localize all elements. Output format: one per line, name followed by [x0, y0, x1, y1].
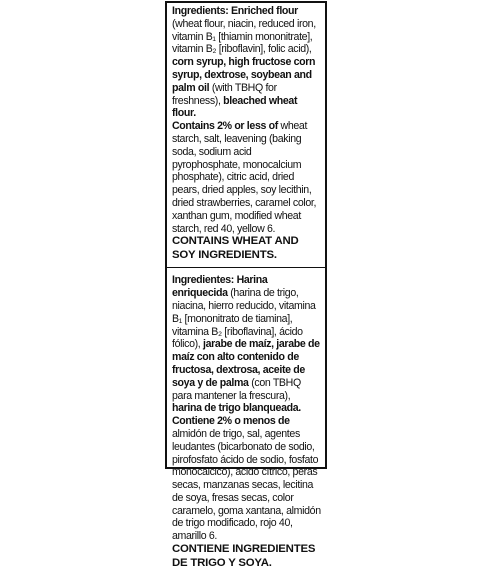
english-minor-ingredients-list: wheat starch, salt, leavening (baking soda, sodium acid pyrophosphate, monocalcium phosphate), citric acid, dried pears, dried apples, soy lecithin, dried strawberries, caramel color, xanthan gum, modified wheat starch, red 40, yellow 6. — [172, 120, 317, 235]
spanish-minor-ingredients-list: almidón de trigo, sal, agentes leudantes (bicarbonato de sodio, pirofosfato ácido de sodio, fosfato monocálcico), ácido cítrico, peras secas, manzanas secas, lecitina de soya, fresas secas, color caramelo, goma xantana, almidón de trigo modificado, rojo 40, amarillo 6. — [172, 427, 321, 543]
spanish-bleached-flour: harina de trigo blanqueada. — [172, 402, 301, 415]
english-tbhq-note: (with TBHQ for freshness), — [172, 81, 277, 107]
spanish-ingredients-heading: Ingredientes: — [172, 274, 234, 287]
english-enriched-flour: Enriched flour — [231, 5, 298, 17]
english-allergen-statement: CONTAINS WHEAT AND SOY INGREDIENTS. — [172, 235, 299, 261]
spanish-ingredients-section — [172, 274, 321, 570]
ingredients-label-panel — [165, 1, 327, 569]
english-flour-detail: (wheat flour, niacin, reduced iron, vitamin B₁ [thiamin mononitrate], vitamin B₂ [riboflavin], folic acid), — [172, 17, 316, 56]
spanish-enriched-flour: Harina enriquecida — [172, 274, 268, 300]
english-syrups-oils: corn syrup, high fructose corn syrup, dextrose, soybean and palm oil — [172, 56, 316, 94]
spanish-flour-detail: (harina de trigo, niacina, hierro reducido, vitamina B₁ [mononitrato de tiamina], vitamina B₂ [riboflavina], ácido fólico), — [172, 287, 316, 351]
english-ingredients-section — [172, 5, 321, 262]
english-bleached-flour: bleached wheat flour. — [172, 94, 298, 120]
english-ingredients-heading: Ingredients: — [172, 5, 229, 17]
spanish-tbhq-note: (con TBHQ para mantener la frescura), — [172, 376, 301, 402]
section-divider — [167, 267, 325, 268]
english-minor-ingredients — [172, 120, 321, 235]
spanish-ingredients-paragraph — [172, 274, 321, 415]
spanish-minor-ingredients — [172, 415, 321, 543]
english-ingredients-paragraph — [172, 5, 321, 120]
spanish-syrups-oils: jarabe de maíz, jarabe de maíz con alto contenido de fructosa, dextrosa, aceite de soya y de palma — [172, 338, 320, 389]
spanish-contains-less-heading: Contiene 2% o menos de — [172, 415, 290, 428]
english-contains-less-heading: Contains 2% or less of — [172, 120, 278, 133]
spanish-allergen-statement: CONTIENE INGREDIENTES DE TRIGO Y SOYA. — [172, 543, 316, 569]
